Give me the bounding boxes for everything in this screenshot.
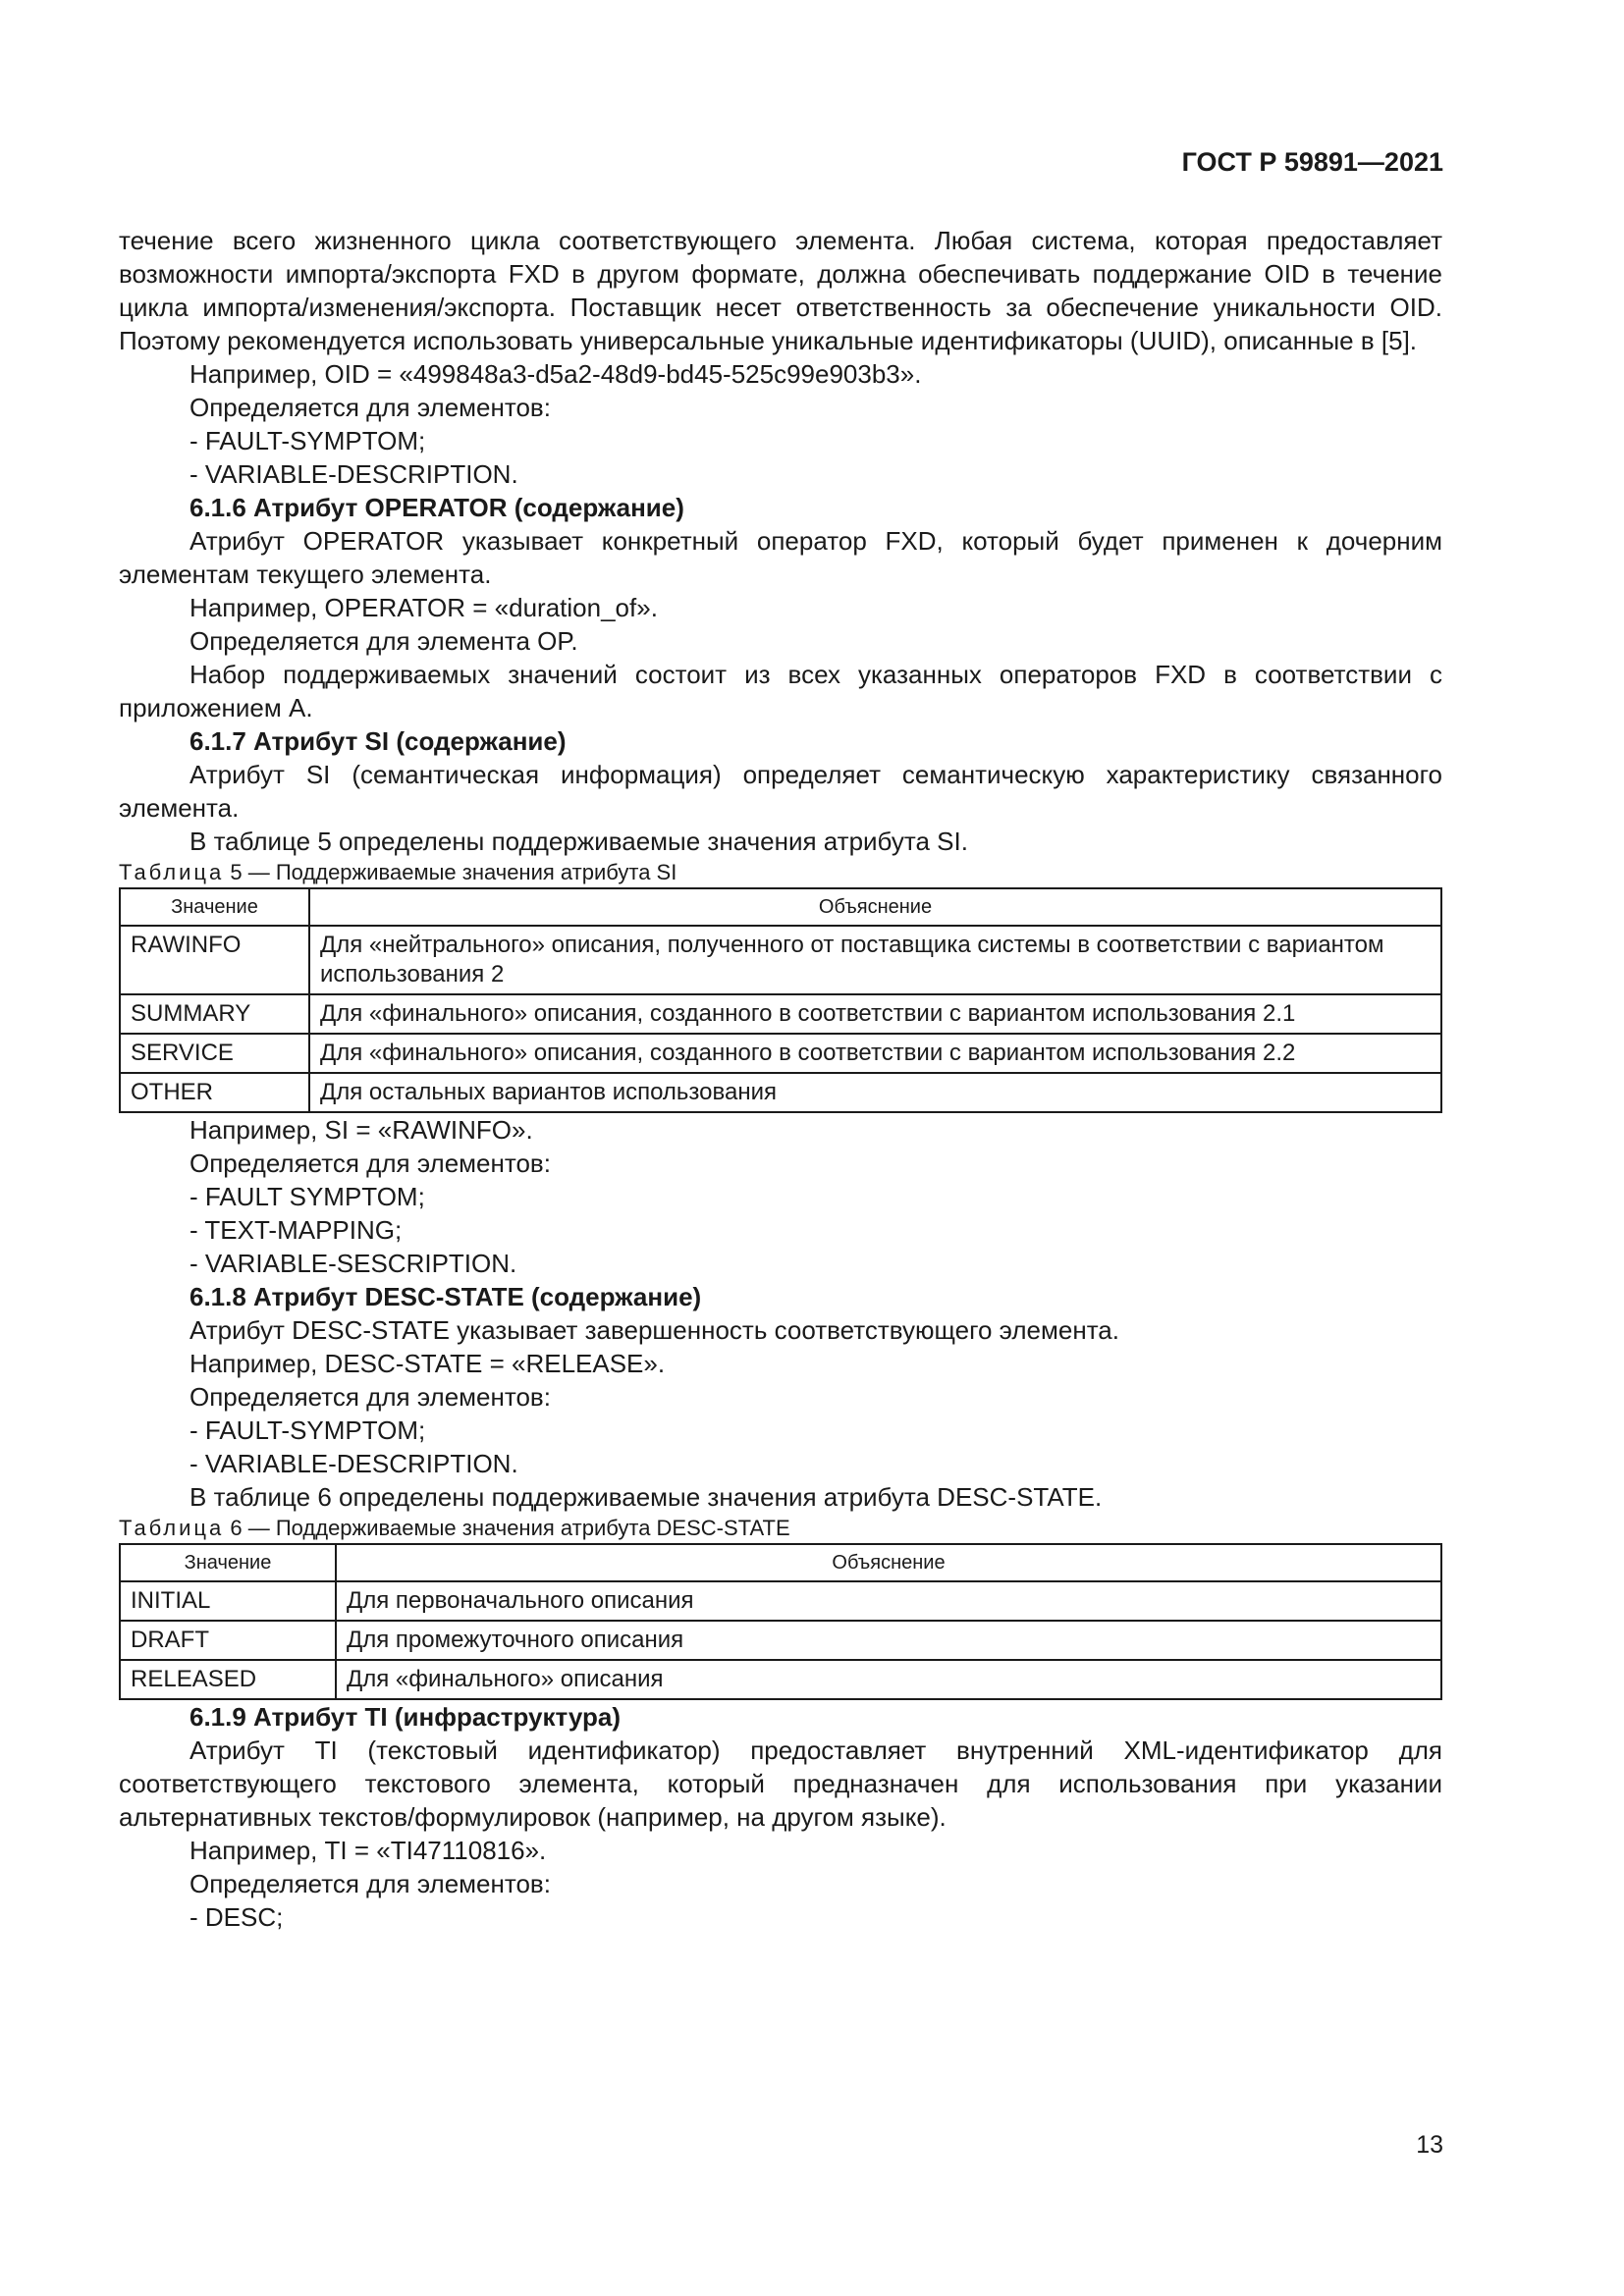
table-row [120, 1581, 1441, 1621]
section-paragraph: Атрибут DESC-STATE указывает завершенность соответствующего элемента. [189, 1315, 1119, 1345]
table-5 [119, 887, 1442, 1113]
table-row [120, 1621, 1441, 1660]
table-6 [119, 1543, 1442, 1700]
section-defined: Определяется для элементов: [189, 1382, 551, 1412]
table-label: Таблица [119, 860, 225, 884]
list-item: - VARIABLE-DESCRIPTION. [189, 1449, 518, 1478]
section-example: Например, DESC-STATE = «RELEASE». [189, 1349, 666, 1378]
list-item: - TEXT-MAPPING; [189, 1215, 403, 1245]
table-header-value: Значение [120, 888, 309, 926]
section-paragraph: В таблице 6 определены поддерживаемые значения атрибута DESC-STATE. [189, 1482, 1103, 1512]
section-paragraph: В таблице 5 определены поддерживаемые значения атрибута SI. [189, 827, 968, 856]
list-item: - VARIABLE-SESCRIPTION. [189, 1249, 517, 1278]
section-heading-6-1-6: 6.1.6 Атрибут OPERATOR (содержание) [189, 493, 684, 522]
table-cell-value: OTHER [120, 1073, 309, 1112]
table-label: Таблица [119, 1516, 225, 1540]
table-cell-explanation: Для «финального» описания [336, 1660, 1441, 1699]
intro-paragraph: течение всего жизненного цикла соответствующего элемента. Любая система, которая предоставляет возможности импорта/экспорта FXD в другом формате, должна обеспечивать поддержание OID в течение цикла импорта/изменения/экспорта. Поставщик несет ответственность за обеспечение уникальности OID. Поэтому рекомендуется использовать универсальные уникальные идентификаторы (UUID), описанные в [5]. [119, 226, 1442, 355]
table-header-value: Значение [120, 1544, 336, 1581]
table-row [120, 1073, 1441, 1112]
table-row [120, 994, 1441, 1034]
table-cell-explanation: Для остальных вариантов использования [309, 1073, 1441, 1112]
table-caption-text: 5 — Поддерживаемые значения атрибута SI [224, 860, 677, 884]
section-paragraph: Атрибут OPERATOR указывает конкретный оператор FXD, который будет применен к дочерним элементам текущего элемента. [119, 526, 1442, 589]
page-number: 13 [1416, 2131, 1443, 2159]
list-item: - FAULT SYMPTOM; [189, 1182, 425, 1211]
intro-example: Например, OID = «499848a3-d5a2-48d9-bd45-525c99e903b3». [189, 359, 922, 389]
table-cell-explanation: Для «нейтрального» описания, полученного от поставщика системы в соответствии с вариантом использования 2 [320, 932, 1384, 988]
section-heading-6-1-9: 6.1.9 Атрибут TI (инфраструктура) [189, 1702, 622, 1732]
section-heading-6-1-7: 6.1.7 Атрибут SI (содержание) [189, 726, 567, 756]
table-header-explanation: Объяснение [309, 888, 1441, 926]
table-row [120, 1034, 1441, 1073]
table-cell-value: SERVICE [120, 1034, 309, 1073]
section-defined: Определяется для элемента OP. [189, 626, 578, 656]
list-item: - FAULT-SYMPTOM; [189, 426, 426, 455]
table-cell-explanation: Для «финального» описания, созданного в соответствии с вариантом использования 2.2 [309, 1034, 1441, 1073]
section-paragraph: Атрибут TI (текстовый идентификатор) предоставляет внутренний XML-идентификатор для соответствующего текстового элемента, который предназначен для использования при указании альтернативных текстов/формулировок (например, на другом языке). [119, 1735, 1442, 1832]
list-item: - VARIABLE-DESCRIPTION. [189, 459, 518, 489]
table-cell-explanation: Для первоначального описания [347, 1587, 694, 1614]
page-content [119, 224, 1442, 1934]
table-cell-value: RELEASED [120, 1660, 336, 1699]
table-row [120, 1660, 1441, 1699]
table-header-explanation: Объяснение [336, 1544, 1441, 1581]
table-caption-text: 6 — Поддерживаемые значения атрибута DESC-STATE [224, 1516, 790, 1540]
section-example: Например, OPERATOR = «duration_of». [189, 593, 658, 622]
table-row [120, 926, 1441, 994]
table-5-caption [119, 858, 1442, 887]
table-cell-value: RAWINFO [120, 926, 309, 994]
section-example: Например, TI = «TI47110816». [189, 1836, 547, 1865]
list-item: - DESC; [189, 1902, 284, 1932]
section-example: Например, SI = «RAWINFO». [189, 1115, 533, 1145]
table-cell-value: SUMMARY [120, 994, 309, 1034]
section-heading-6-1-8: 6.1.8 Атрибут DESC-STATE (содержание) [189, 1282, 702, 1311]
intro-defined: Определяется для элементов: [189, 393, 551, 422]
table-cell-value: INITIAL [120, 1581, 336, 1621]
table-6-caption [119, 1514, 1442, 1543]
table-cell-explanation: Для «финального» описания, созданного в соответствии с вариантом использования 2.1 [309, 994, 1441, 1034]
list-item: - FAULT-SYMPTOM; [189, 1415, 426, 1445]
table-cell-explanation: Для промежуточного описания [336, 1621, 1441, 1660]
section-defined: Определяется для элементов: [189, 1869, 551, 1898]
section-paragraph: Набор поддерживаемых значений состоит из всех указанных операторов FXD в соответствии с приложением А. [119, 660, 1442, 722]
section-paragraph: Атрибут SI (семантическая информация) определяет семантическую характеристику связанного элемента. [119, 760, 1442, 823]
document-id-header: ГОСТ Р 59891—2021 [1181, 147, 1443, 177]
table-cell-value: DRAFT [120, 1621, 336, 1660]
section-defined: Определяется для элементов: [189, 1148, 551, 1178]
